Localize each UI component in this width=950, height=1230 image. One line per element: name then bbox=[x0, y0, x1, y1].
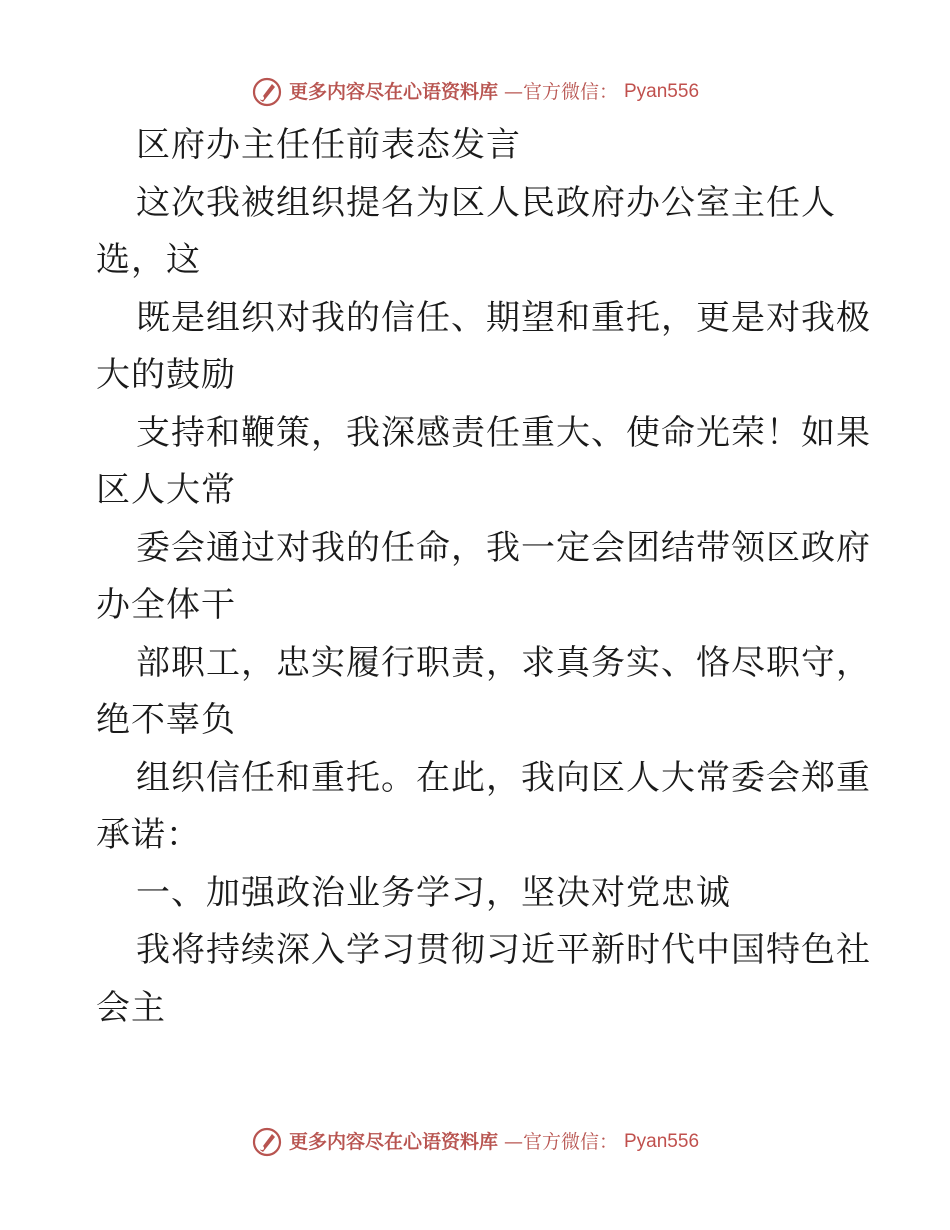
paragraph-line: 会主 bbox=[96, 987, 166, 1028]
watermark-separator: —官方微信： bbox=[503, 81, 618, 103]
section-heading: 一、加强政治业务学习，坚决对党忠诚 bbox=[136, 872, 731, 913]
paragraph-line: 选，这 bbox=[96, 240, 201, 280]
paragraph-line: 我将持续深入学习贯彻习近平新时代中国特色社 bbox=[136, 930, 871, 970]
footer-watermark bbox=[0, 1126, 950, 1158]
paragraph-line: 委会通过对我的任命，我一定会团结带领区政府 bbox=[136, 527, 871, 568]
header-watermark bbox=[0, 76, 950, 108]
watermark-text: 更多内容尽在心语资料库 bbox=[288, 1131, 498, 1153]
document-title: 区府办主任任前表态发言 bbox=[136, 125, 521, 165]
paragraph-line: 办全体干 bbox=[96, 585, 236, 625]
document-body bbox=[96, 117, 876, 1037]
paragraph-line: 绝不辜负 bbox=[96, 700, 236, 740]
paragraph-line: 这次我被组织提名为区人民政府办公室主任人 bbox=[136, 182, 836, 223]
quill-logo-icon bbox=[251, 76, 283, 108]
watermark-text: 更多内容尽在心语资料库 bbox=[288, 81, 498, 103]
paragraph-line: 大的鼓励 bbox=[96, 355, 236, 395]
paragraph-line: 承诺： bbox=[96, 815, 201, 855]
paragraph-line: 部职工，忠实履行职责，求真务实、恪尽职守， bbox=[136, 642, 871, 683]
paragraph-line: 支持和鞭策，我深感责任重大、使命光荣！如果 bbox=[136, 412, 871, 453]
watermark-account: Pyan556 bbox=[624, 81, 700, 102]
quill-logo-icon bbox=[251, 1126, 283, 1158]
paragraph-line: 区人大常 bbox=[96, 470, 236, 510]
watermark-account: Pyan556 bbox=[624, 1131, 700, 1152]
watermark-separator: —官方微信： bbox=[503, 1131, 618, 1153]
paragraph-line: 组织信任和重托。在此，我向区人大常委会郑重 bbox=[136, 757, 871, 798]
paragraph-line: 既是组织对我的信任、期望和重托，更是对我极 bbox=[136, 297, 871, 338]
